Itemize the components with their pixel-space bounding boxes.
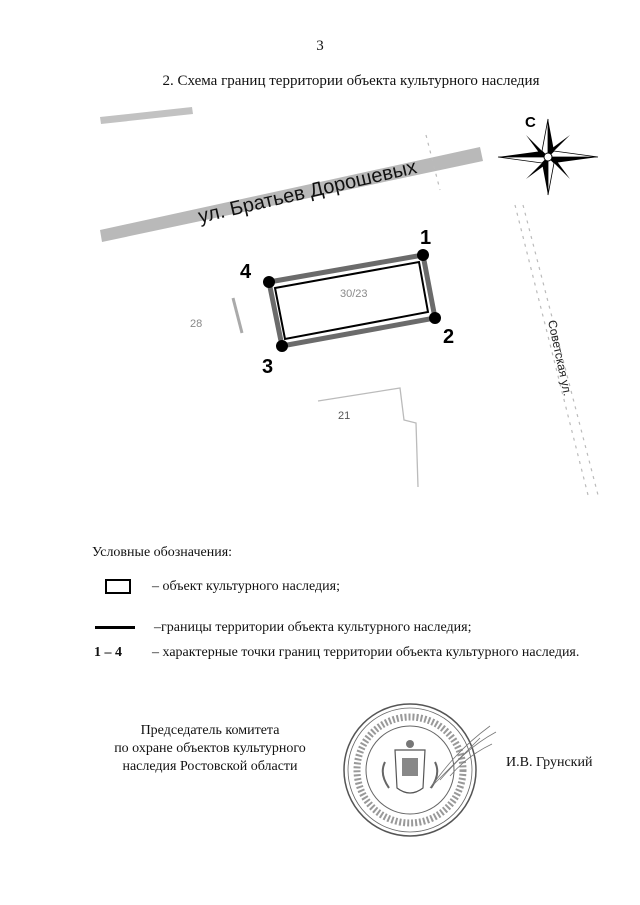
road-fragment-top <box>100 107 193 124</box>
building-main-number: 30/23 <box>340 288 368 300</box>
boundary-points <box>263 249 441 352</box>
document-title: 2. Схема границ территории объекта культурного наследия <box>162 73 540 89</box>
building-bottom-number: 21 <box>338 410 351 422</box>
street-side-label: Советская ул. <box>545 318 575 398</box>
parcel-28-line <box>233 298 242 333</box>
signatory-position <box>60 722 360 776</box>
boundary-point-3 <box>276 340 288 352</box>
boundary-point-4 <box>263 276 275 288</box>
territory-map <box>0 95 640 515</box>
position-line-2: по охране объектов культурного <box>114 741 306 756</box>
point-label-2: 2 <box>443 326 455 348</box>
building-left-number: 28 <box>190 318 203 330</box>
position-line-3: наследия Ростовской области <box>122 759 298 774</box>
legend-boundary-text: –границы территории объекта культурного наследия; <box>154 620 472 635</box>
signatory-name: И.В. Грунский <box>506 755 593 770</box>
street-main-label: ул. Братьев Дорошевых <box>196 156 419 228</box>
legend-title: Условные обозначения: <box>92 545 233 560</box>
page-number: 3 <box>316 38 324 54</box>
heritage-object-outline <box>275 262 428 339</box>
legend-points-symbol: 1 – 4 <box>94 645 122 660</box>
territory-boundary <box>269 255 435 346</box>
point-label-4: 4 <box>240 261 252 283</box>
side-street-lines <box>426 135 598 495</box>
parcel-21-outline <box>318 388 418 487</box>
legend-object-symbol-icon <box>105 579 131 594</box>
boundary-point-2 <box>429 312 441 324</box>
legend-object-text: – объект культурного наследия; <box>152 579 340 594</box>
compass-rose-icon <box>498 119 598 195</box>
legend-points-text: – характерные точки границ территории объекта культурного наследия. <box>152 645 580 660</box>
boundary-point-1 <box>417 249 429 261</box>
legend-boundary-symbol-icon <box>95 626 135 629</box>
position-line-1: Председатель комитета <box>140 723 280 738</box>
point-label-3: 3 <box>262 356 274 378</box>
point-label-1: 1 <box>420 227 432 249</box>
compass-north-label: С <box>525 114 536 131</box>
handwritten-signature-icon <box>420 718 500 798</box>
